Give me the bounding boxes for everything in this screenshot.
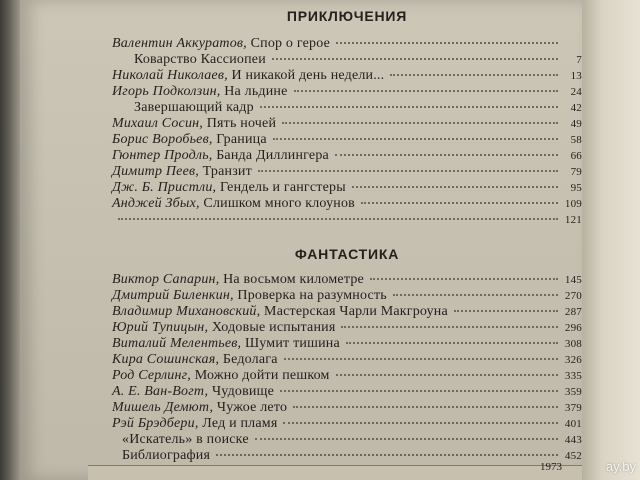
entry-title: На льдине bbox=[224, 84, 288, 99]
entry-page-number: 121 bbox=[564, 214, 582, 226]
watermark-logo: ay.by bbox=[605, 459, 636, 474]
entry-title: Лед и пламя bbox=[202, 416, 278, 431]
toc-entry bbox=[112, 400, 582, 416]
entry-title: Пять ночей bbox=[206, 116, 277, 131]
entry-title: Чудовище bbox=[211, 384, 274, 399]
entry-page-number: 79 bbox=[570, 166, 582, 178]
entry-author: Виталий Мелентьев, bbox=[112, 336, 242, 351]
toc-entry bbox=[112, 272, 582, 288]
dot-leader bbox=[280, 389, 558, 392]
entry-author: Валентин Аккуратов, bbox=[112, 36, 247, 51]
entry-page-number: 443 bbox=[564, 434, 582, 446]
entry-author: Виктор Сапарин, bbox=[112, 272, 220, 287]
entry-title: Слишком много клоунов bbox=[203, 196, 355, 211]
entry-page-number: 359 bbox=[564, 386, 582, 398]
dot-leader bbox=[390, 73, 558, 76]
dot-leader bbox=[335, 153, 558, 156]
entry-author: Дмитрий Биленкин, bbox=[112, 288, 234, 303]
entry-author: А. Е. Ван-Вогт, bbox=[112, 384, 209, 399]
toc-entry bbox=[112, 352, 582, 368]
toc-entry bbox=[112, 432, 582, 448]
entry-author: Рэй Брэдбери, bbox=[112, 416, 199, 431]
dot-leader bbox=[272, 57, 558, 60]
toc-entry bbox=[112, 304, 582, 320]
entry-title: Транзит bbox=[202, 164, 252, 179]
dot-leader bbox=[284, 357, 558, 360]
entry-page-number: 287 bbox=[564, 306, 582, 318]
entry-page-number: 452 bbox=[564, 450, 582, 462]
entry-author: Димитр Пеев, bbox=[112, 164, 199, 179]
toc-entry bbox=[112, 288, 582, 304]
dot-leader bbox=[370, 277, 558, 280]
entry-page-number: 296 bbox=[564, 322, 582, 334]
entry-page-number: 24 bbox=[570, 86, 582, 98]
footer-rule bbox=[88, 461, 582, 480]
toc-entry bbox=[112, 336, 582, 352]
entry-author: Владимир Михановский, bbox=[112, 304, 261, 319]
entry-author: Гюнтер Продль, bbox=[112, 148, 213, 163]
section-title-adventures: ПРИКЛЮЧЕНИЯ bbox=[286, 8, 408, 24]
entry-title: Ходовые испытания bbox=[211, 320, 336, 335]
dot-leader bbox=[341, 325, 558, 328]
dot-leader bbox=[282, 121, 558, 124]
book-spine-shadow bbox=[0, 0, 20, 480]
toc-entry bbox=[112, 212, 582, 228]
dot-leader bbox=[361, 201, 558, 204]
toc-entry bbox=[112, 320, 582, 336]
book-page bbox=[20, 0, 582, 480]
dot-leader bbox=[454, 309, 558, 312]
toc-entry bbox=[112, 416, 582, 432]
entry-title: Можно дойти пешком bbox=[194, 368, 330, 383]
entry-title: Коварство Кассиопеи bbox=[134, 52, 266, 67]
entry-title: Библиография bbox=[122, 448, 211, 463]
dot-leader bbox=[273, 137, 558, 140]
entry-author: Николай Николаев, bbox=[112, 68, 228, 83]
entry-title: И никакой день недели... bbox=[231, 68, 385, 83]
entry-page-number: 13 bbox=[570, 70, 582, 82]
toc-entry bbox=[112, 36, 582, 52]
dot-leader bbox=[260, 105, 558, 108]
entry-page-number: 308 bbox=[564, 338, 582, 350]
entry-author: Юрий Тупицын, bbox=[112, 320, 209, 335]
entry-page-number: 379 bbox=[564, 402, 582, 414]
entry-page-number: 109 bbox=[564, 198, 582, 210]
entry-title: Проверка на разумность bbox=[237, 288, 387, 303]
toc-entry bbox=[112, 368, 582, 384]
toc-entry bbox=[112, 132, 582, 148]
entry-page-number: 95 bbox=[570, 182, 582, 194]
entry-page-number: 7 bbox=[576, 54, 582, 66]
entry-page-number: 326 bbox=[564, 354, 582, 366]
entry-title: Гендель и гангстеры bbox=[219, 180, 346, 195]
dot-leader bbox=[293, 405, 558, 408]
entry-author: Кира Сошинская, bbox=[112, 352, 220, 367]
toc-entry bbox=[112, 180, 582, 196]
toc-entry bbox=[112, 100, 582, 116]
entry-title: Чужое лето bbox=[216, 400, 288, 415]
toc-entry bbox=[112, 164, 582, 180]
entry-page-number: 145 bbox=[564, 274, 582, 286]
entry-page-number: 49 bbox=[570, 118, 582, 130]
entry-author: Дж. Б. Пристли, bbox=[112, 180, 217, 195]
footer-year-fragment: 1973 bbox=[540, 461, 562, 473]
toc-entry bbox=[112, 196, 582, 212]
dot-leader bbox=[336, 373, 558, 376]
entry-title: Спор о герое bbox=[250, 36, 330, 51]
dot-leader bbox=[294, 89, 558, 92]
entry-page-number: 58 bbox=[570, 134, 582, 146]
entry-title: «Искатель» в поиске bbox=[122, 432, 249, 447]
dot-leader bbox=[216, 453, 558, 456]
entry-author: Анджей Збых, bbox=[112, 196, 200, 211]
entry-page-number: 270 bbox=[564, 290, 582, 302]
entry-author: Игорь Подколзин, bbox=[112, 84, 221, 99]
entry-page-number: 42 bbox=[570, 102, 582, 114]
dot-leader bbox=[393, 293, 558, 296]
dot-leader bbox=[346, 341, 558, 344]
dot-leader bbox=[283, 421, 558, 424]
toc-entry bbox=[112, 148, 582, 164]
entry-author: Михаил Сосин, bbox=[112, 116, 203, 131]
entry-title: Шумит тишина bbox=[244, 336, 340, 351]
entry-title: Мастерская Чарли Макгроуна bbox=[264, 304, 448, 319]
table-of-contents bbox=[112, 8, 582, 464]
dot-leader bbox=[336, 41, 558, 44]
toc-entry bbox=[112, 68, 582, 84]
toc-entry bbox=[112, 448, 582, 464]
entry-title: Банда Диллингера bbox=[216, 148, 329, 163]
dot-leader bbox=[118, 217, 558, 220]
toc-entry bbox=[112, 52, 582, 68]
entry-author: Борис Воробьев, bbox=[112, 132, 213, 147]
entry-page-number: 66 bbox=[570, 150, 582, 162]
toc-entry bbox=[112, 84, 582, 100]
page-edge-right bbox=[582, 0, 640, 480]
entry-author: Мишель Демют, bbox=[112, 400, 214, 415]
entry-author: Род Серлинг, bbox=[112, 368, 191, 383]
entry-title: Бедолага bbox=[222, 352, 278, 367]
dot-leader bbox=[352, 185, 558, 188]
entry-title: Завершающий кадр bbox=[134, 100, 254, 115]
toc-entry bbox=[112, 384, 582, 400]
dot-leader bbox=[258, 169, 558, 172]
entry-title: Граница bbox=[216, 132, 267, 147]
entry-title: На восьмом километре bbox=[223, 272, 364, 287]
toc-entry bbox=[112, 116, 582, 132]
entry-page-number: 335 bbox=[564, 370, 582, 382]
entry-page-number: 401 bbox=[564, 418, 582, 430]
section-title-fantasy: ФАНТАСТИКА bbox=[294, 246, 400, 262]
dot-leader bbox=[255, 437, 558, 440]
